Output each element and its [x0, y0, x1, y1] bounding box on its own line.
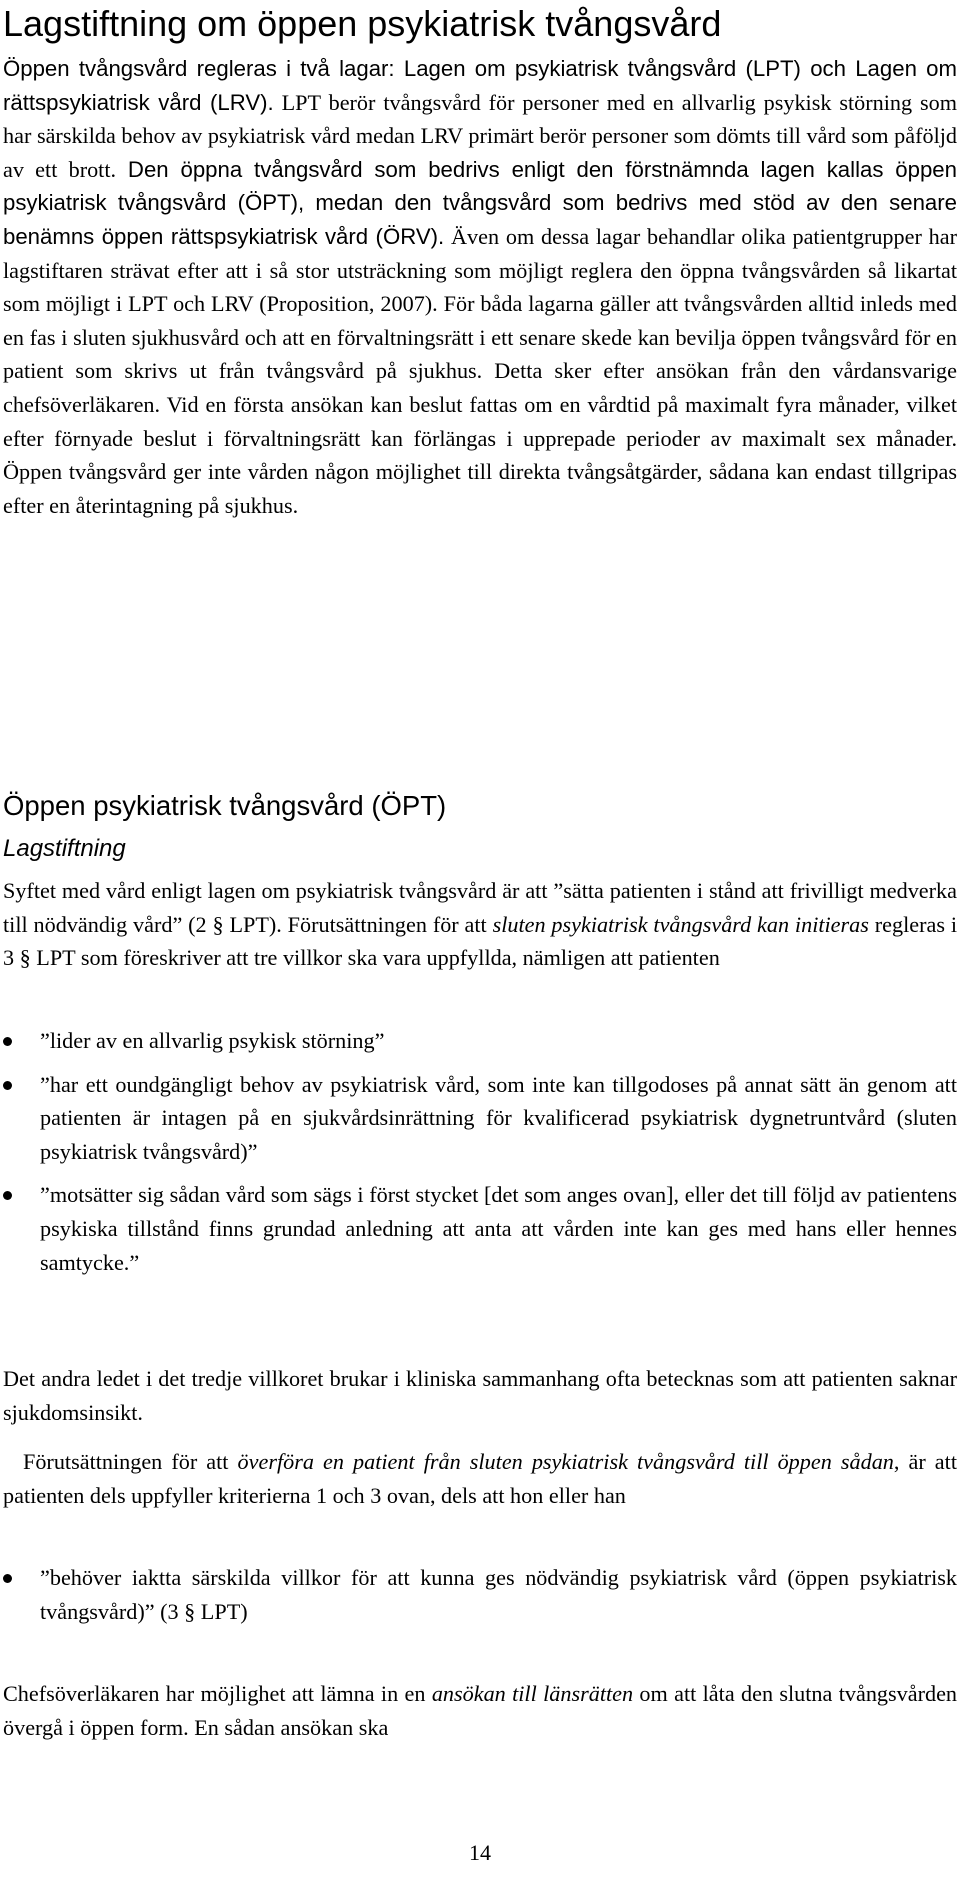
intro-text-sans-2: Den öppna tvångsvård som bedrivs enligt den förstnämnda lagen kallas öppen psykiatrisk tvångsvård (ÖPT), medan den tvångsvård som bedrivs med stöd av den senare benämns öppen rättspsykiatrisk vård (ÖRV). [3, 156, 957, 249]
subsubsection-heading: Lagstiftning [3, 835, 126, 862]
conditions-list [0, 1561, 957, 1628]
transfer-emphasis: överföra en patient från sluten psykiatrisk tvångsvård till öppen sådan [237, 1449, 894, 1474]
list-item-text: ”har ett oundgängligt behov av psykiatrisk vård, som inte kan tillgodoses på annat sätt än genom att patienten är intagen på en sjukvårdsinrättning för kvalificerad psykiatrisk dygnetruntvård (sluten psykiatrisk tvångsvård)” [40, 1071, 957, 1164]
purpose-emphasis: sluten psykiatrisk tvångsvård kan initieras [492, 911, 869, 937]
purpose-paragraph [3, 874, 957, 975]
application-paragraph [3, 1677, 957, 1744]
list-item [0, 1178, 957, 1279]
insight-paragraph: Det andra ledet i det tredje villkoret brukar i kliniska sammanhang ofta betecknas som att patienten saknar sjukdomsinsikt. [3, 1366, 957, 1425]
transfer-text-2: , är att patienten dels uppfyller kriterierna 1 och 3 ovan, dels att hon eller han [3, 1449, 957, 1508]
subsection-heading: Öppen psykiatrisk tvångsvård (ÖPT) [3, 790, 447, 821]
bullet-icon [3, 1191, 12, 1200]
list-item-text: ”lider av en allvarlig psykisk störning” [40, 1028, 385, 1053]
intro-text-serif-2: Även om dessa lagar behandlar olika patientgrupper har lagstiftaren strävat efter att i så stor utsträckning som möjligt reglera den öppna tvångsvården så likartat som möjligt i LPT och LRV (Proposition, 2007). För båda lagarna gäller att tvångsvården alltid inleds med en fas i sluten sjukhusvård och att en förvaltningsrätt i ett senare skede kan bevilja öppen tvångsvård för en patient som skrivs ut från tvångsvård på sjukhus. Detta sker efter ansökan från den vårdansvarige chefsöverläkaren. Vid en första ansökan kan beslut fattas om en vårdtid på maximalt fyra månader, vilket efter förnyade beslut i förvaltningsrätt kan förlängas i upprepade perioder av maximalt sex månader. Öppen tvångsvård ger inte vården någon möjlighet till direkta tvångsåtgärder, sådana kan endast tillgripas efter en återintagning på sjukhus. [3, 223, 957, 518]
purpose-text-2: regleras i 3 § LPT som föreskriver att tre villkor ska vara uppfyllda, nämligen att patienten [3, 911, 957, 971]
application-text-2: om att låta den slutna tvångsvården övergå i öppen form. En sådan ansökan ska [3, 1681, 958, 1740]
transfer-text-1: Förutsättningen för att [23, 1449, 238, 1474]
bullet-icon [3, 1081, 12, 1090]
criteria-list [0, 1024, 957, 1279]
list-item [0, 1068, 957, 1169]
list-item-text: ”behöver iaktta särskilda villkor för att kunna ges nödvändig psykiatrisk vård (öppen psykiatrisk tvångsvård)” (3 § LPT) [40, 1565, 957, 1624]
page-number: 14 [469, 1840, 491, 1865]
application-emphasis: ansökan till länsrätten [431, 1681, 634, 1706]
section-heading: Lagstiftning om öppen psykiatrisk tvångsvård [3, 3, 722, 44]
intro-text-sans-1: Öppen tvångsvård regleras i två lagar: Lagen om psykiatrisk tvångsvård (LPT) och Lagen om rättspsykiatrisk vård (LRV). [3, 56, 957, 115]
application-text-1: Chefsöverläkaren har möjlighet att lämna in en [3, 1681, 432, 1706]
transfer-paragraph [3, 1445, 957, 1512]
intro-paragraph [3, 52, 957, 522]
purpose-text-1: Syftet med vård enligt lagen om psykiatrisk tvångsvård är att ”sätta patienten i stånd att frivilligt medverka till nödvändig vård” (2 § LPT). Förutsättningen för att [3, 878, 957, 937]
intro-text-serif: LPT berör tvångsvård för personer med en allvarlig psykisk störning som har särskilda behov av psykiatrisk vård medan LRV primärt berör personer som dömts till vård som påföljd av ett brott. [3, 89, 958, 182]
bullet-icon [3, 1574, 12, 1583]
list-item [0, 1024, 957, 1058]
list-item [0, 1561, 957, 1628]
bullet-icon [3, 1037, 12, 1046]
list-item-text: ”motsätter sig sådan vård som sägs i först stycket [det som anges ovan], eller det till följd av patientens psykiska tillstånd finns grundad anledning att anta att vården inte kan ges med hans eller hennes samtycke.” [40, 1182, 957, 1275]
